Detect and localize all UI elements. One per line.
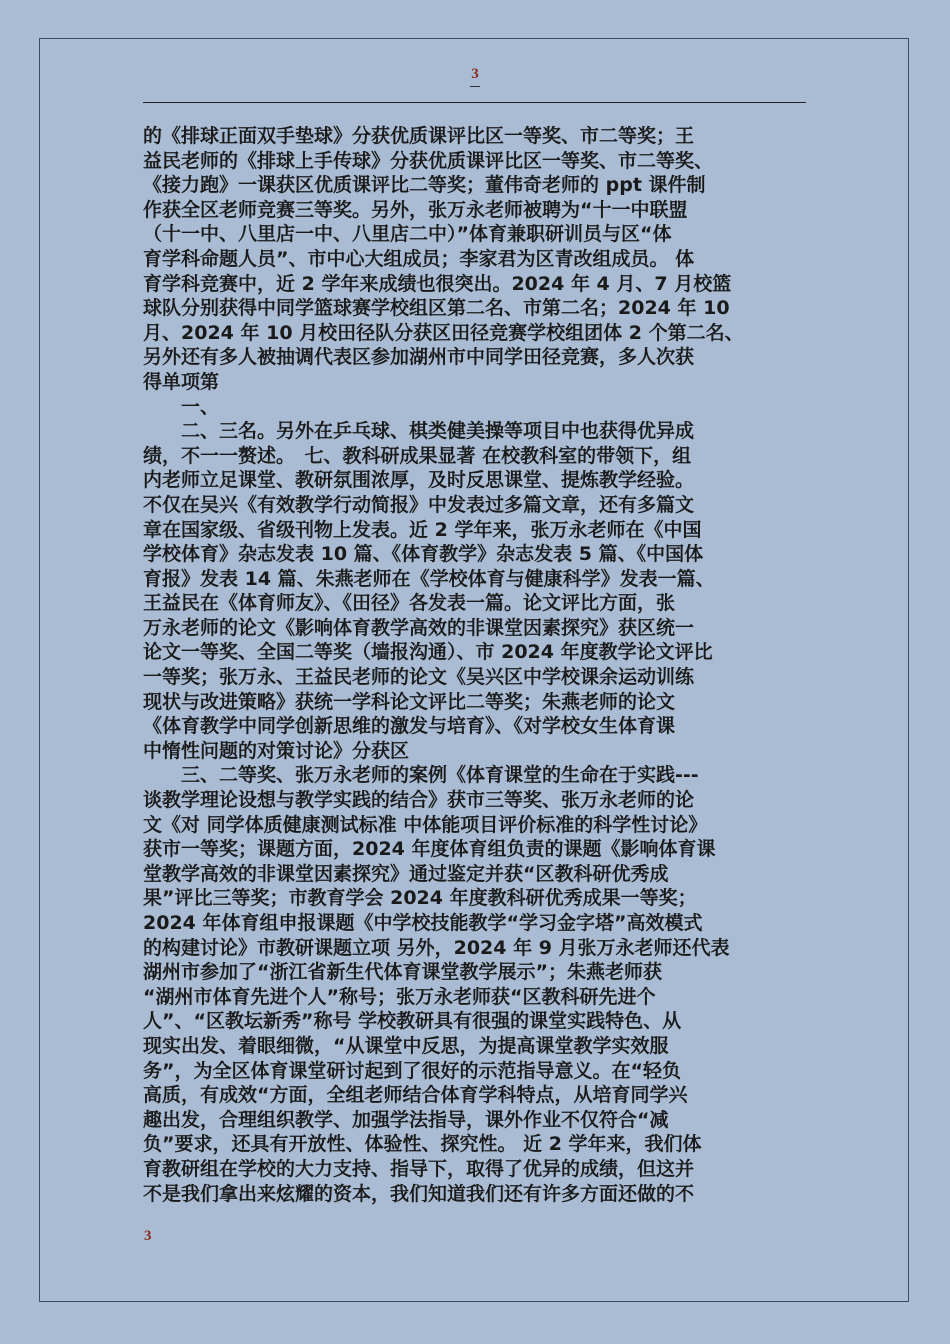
body-text — [143, 124, 809, 1206]
text-line: 月、2024 年 10 月校田径队分获区田径竞赛学校组团体 2 个第二名、 — [143, 321, 744, 344]
text-line: 一等奖；张万永、王益民老师的论文《吴兴区中学校课余运动训练 — [143, 666, 695, 689]
text-line: 不仅在吴兴《有效教学行动简报》中发表过多篇文章，还有多篇文 — [143, 493, 695, 516]
text-line: 人”、“区教坛新秀”称号 学校教研具有很强的课堂实践特色、从 — [143, 1010, 682, 1033]
text-line: 获市一等奖；课题方面，2024 年度体育组负责的课题《影响体育课 — [143, 838, 716, 861]
text-line: 中惰性问题的对策讨论》分获区 — [143, 739, 410, 762]
footer-page-number: 3 — [144, 1228, 152, 1244]
text-line: 内老师立足课堂、教研氛围浓厚，及时反思课堂、提炼教学经验。 — [143, 469, 695, 492]
text-line: 的构建讨论》市教研课题立项 另外，2024 年 9 月张万永老师还代表 — [143, 936, 730, 959]
text-line: 球队分别获得中同学篮球赛学校组区第二名、市第二名；2024 年 10 — [143, 297, 730, 320]
text-line: 现实出发、着眼细微，“从课堂中反思，为提高课堂教学实效服 — [143, 1034, 669, 1057]
text-line: （十一中、八里店一中、八里店二中）”体育兼职研训员与区“体 — [143, 223, 672, 246]
text-line: 章在国家级、省级刊物上发表。近 2 学年来，张万永老师在《中国 — [143, 518, 702, 541]
text-line: 育学科竞赛中，近 2 学年来成绩也很突出。2024 年 4 月、7 月校篮 — [143, 272, 732, 295]
text-line: 的《排球正面双手垫球》分获优质课评比区一等奖、市二等奖；王 — [143, 125, 695, 147]
text-line: 务”，为全区体育课堂研讨起到了很好的示范指导意义。在“轻负 — [143, 1059, 681, 1082]
text-line: 果”评比三等奖；市教育学会 2024 年度教科研优秀成果一等奖； — [143, 887, 697, 910]
text-line: 堂教学高效的非课堂因素探究》通过鉴定并获“区教科研优秀成 — [143, 862, 669, 885]
text-line: 趣出发，合理组织教学、加强学法指导，课外作业不仅符合“减 — [143, 1108, 669, 1131]
text-line: 现状与改进策略》获统一学科论文评比二等奖；朱燕老师的论文 — [143, 690, 676, 713]
text-line: 育报》发表 14 篇、朱燕老师在《学校体育与健康科学》发表一篇、 — [143, 567, 715, 590]
header-page-number: 3 — [471, 66, 479, 82]
text-line: 不是我们拿出来炫耀的资本，我们知道我们还有许多方面还做的不 — [143, 1182, 695, 1205]
text-line: 高质，有成效“方面，全组老师结合体育学科特点，从培育同学兴 — [143, 1084, 688, 1107]
text-line: 三、二等奖、张万永老师的案例《体育课堂的生命在于实践--- — [143, 764, 699, 787]
text-line: 育教研组在学校的大力支持、指导下，取得了优异的成绩，但这并 — [143, 1157, 695, 1180]
text-line: 《接力跑》一课获区优质课评比二等奖；董伟奇老师的 ppt 课件制 — [143, 174, 706, 197]
text-line: “湖州市体育先进个人”称号；张万永老师获“区教科研先进个 — [143, 985, 656, 1008]
text-line: 得单项第 — [143, 370, 220, 393]
text-line: 《体育教学中同学创新思维的激发与培育》、《对学校女生体育课 — [143, 715, 676, 738]
text-line: 绩，不一一赘述。 七、教科研成果显著 在校教科室的带领下，组 — [143, 444, 692, 467]
text-line: 学校体育》杂志发表 10 篇、《体育教学》杂志发表 5 篇、《中国体 — [143, 543, 704, 566]
text-line: 万永老师的论文《影响体育教学高效的非课堂因素探究》获区统一 — [143, 616, 695, 639]
header-rule — [143, 102, 806, 103]
text-line: 另外还有多人被抽调代表区参加湖州市中同学田径竞赛，多人次获 — [143, 346, 695, 369]
header-mark — [470, 86, 480, 87]
text-line: 文《对 同学体质健康测试标准 中体能项目评价标准的科学性讨论》 — [143, 813, 708, 836]
text-line: 谈教学理论设想与教学实践的结合》获市三等奖、张万永老师的论 — [143, 789, 695, 812]
text-line: 王益民在《体育师友》、《田径》各发表一篇。论文评比方面，张 — [143, 592, 676, 615]
text-line: 湖州市参加了“浙江省新生代体育课堂教学展示”；朱燕老师获 — [143, 961, 662, 984]
text-line: 2024 年体育组申报课题《中学校技能教学“学习金字塔”高效模式 — [143, 912, 703, 934]
text-line: 一、 — [143, 395, 220, 418]
text-line: 负”要求，还具有开放性、体验性、探究性。 近 2 学年来，我们体 — [143, 1133, 702, 1156]
text-line: 育学科命题人员”、市中心大组成员；李家君为区青改组成员。 体 — [143, 247, 695, 270]
text-line: 作获全区老师竞赛三等奖。另外，张万永老师被聘为“十一中联盟 — [143, 198, 688, 221]
text-line: 论文一等奖、全国二等奖（墙报沟通）、市 2024 年度教学论文评比 — [143, 641, 713, 664]
text-line: 益民老师的《排球上手传球》分获优质课评比区一等奖、市二等奖、 — [143, 149, 714, 172]
text-line: 二、三名。另外在乒乓球、棋类健美操等项目中也获得优异成 — [143, 420, 695, 443]
